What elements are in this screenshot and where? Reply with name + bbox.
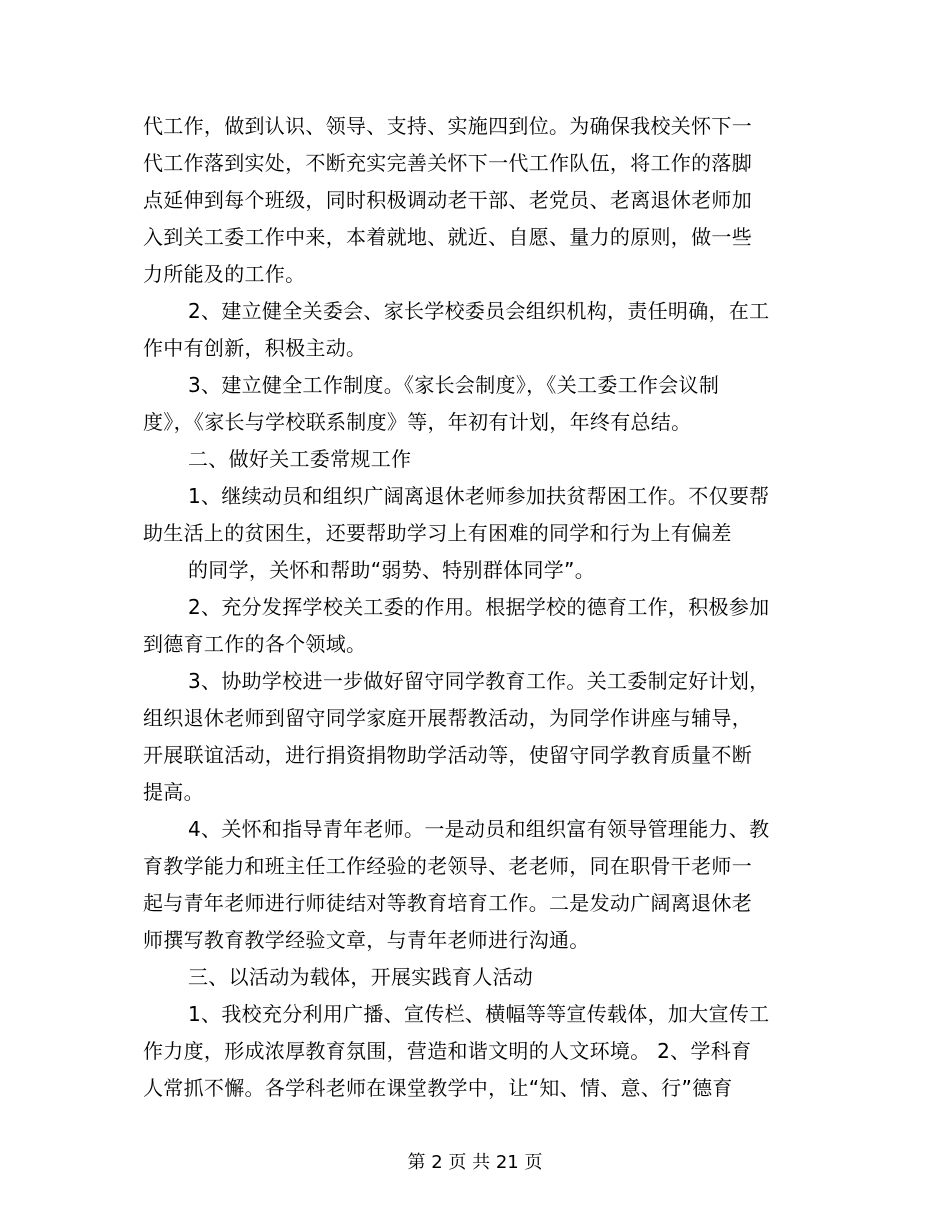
paragraph-line: 1、我校充分利用广播、宣传栏、横幅等等宣传载体，加大宣传工 xyxy=(188,1002,770,1026)
paragraph-line: 提高。 xyxy=(143,780,204,804)
paragraph-line: 作力度，形成浓厚教育氛围，营造和谐文明的人文环境。 2、学科育 xyxy=(143,1039,752,1063)
paragraph-line: 2、建立健全关委会、家长学校委员会组织机构，责任明确，在工 xyxy=(188,299,770,323)
paragraph-line: 师撰写教育教学经验文章，与青年老师进行沟通。 xyxy=(143,928,590,952)
paragraph-line: 作中有创新，积极主动。 xyxy=(143,336,367,360)
paragraph-line: 3、协助学校进一步做好留守同学教育工作。关工委制定好计划， xyxy=(188,669,770,693)
paragraph-line: 的同学，关怀和帮助“弱势、特别群体同学”。 xyxy=(188,558,596,582)
paragraph-line: 代工作，做到认识、领导、支持、实施四到位。为确保我校关怀下一 xyxy=(143,114,752,138)
section-heading: 二、做好关工委常规工作 xyxy=(188,447,412,471)
paragraph-line: 2、充分发挥学校关工委的作用。根据学校的德育工作，积极参加 xyxy=(188,595,770,619)
paragraph-line: 到德育工作的各个领域。 xyxy=(143,632,367,656)
page-number-footer: 第 2 页 共 21 页 xyxy=(407,1152,543,1173)
paragraph-line: 组织退休老师到留守同学家庭开展帮教活动，为同学作讲座与辅导， xyxy=(143,706,752,730)
paragraph-line: 3、建立健全工作制度。《家长会制度》，《关工委工作会议制 xyxy=(188,373,720,397)
paragraph-line: 代工作落到实处，不断充实完善关怀下一代工作队伍，将工作的落脚 xyxy=(143,151,752,175)
paragraph-line: 入到关工委工作中来，本着就地、就近、自愿、量力的原则，做一些 xyxy=(143,225,752,249)
paragraph-line: 1、继续动员和组织广阔离退休老师参加扶贫帮困工作。不仅要帮 xyxy=(188,484,770,508)
paragraph-line: 力所能及的工作。 xyxy=(143,262,306,286)
paragraph-line: 4、关怀和指导青年老师。一是动员和组织富有领导管理能力、教 xyxy=(188,817,770,841)
paragraph-line: 起与青年老师进行师徒结对等教育培育工作。二是发动广阔离退休老 xyxy=(143,891,752,915)
paragraph-line: 开展联谊活动，进行捐资捐物助学活动等，使留守同学教育质量不断 xyxy=(143,743,752,767)
paragraph-line: 助生活上的贫困生，还要帮助学习上有困难的同学和行为上有偏差 xyxy=(143,521,732,545)
paragraph-line: 点延伸到每个班级，同时积极调动老干部、老党员、老离退休老师加 xyxy=(143,188,752,212)
paragraph-line: 度》，《家长与学校联系制度》等，年初有计划，年终有总结。 xyxy=(143,410,692,434)
section-heading: 三、以活动为载体，开展实践育人活动 xyxy=(188,965,534,989)
paragraph-line: 育教学能力和班主任工作经验的老领导、老老师，同在职骨干老师一 xyxy=(143,854,752,878)
paragraph-line: 人常抓不懈。各学科老师在课堂教学中，让“知、情、意、行”德育 xyxy=(143,1076,733,1100)
